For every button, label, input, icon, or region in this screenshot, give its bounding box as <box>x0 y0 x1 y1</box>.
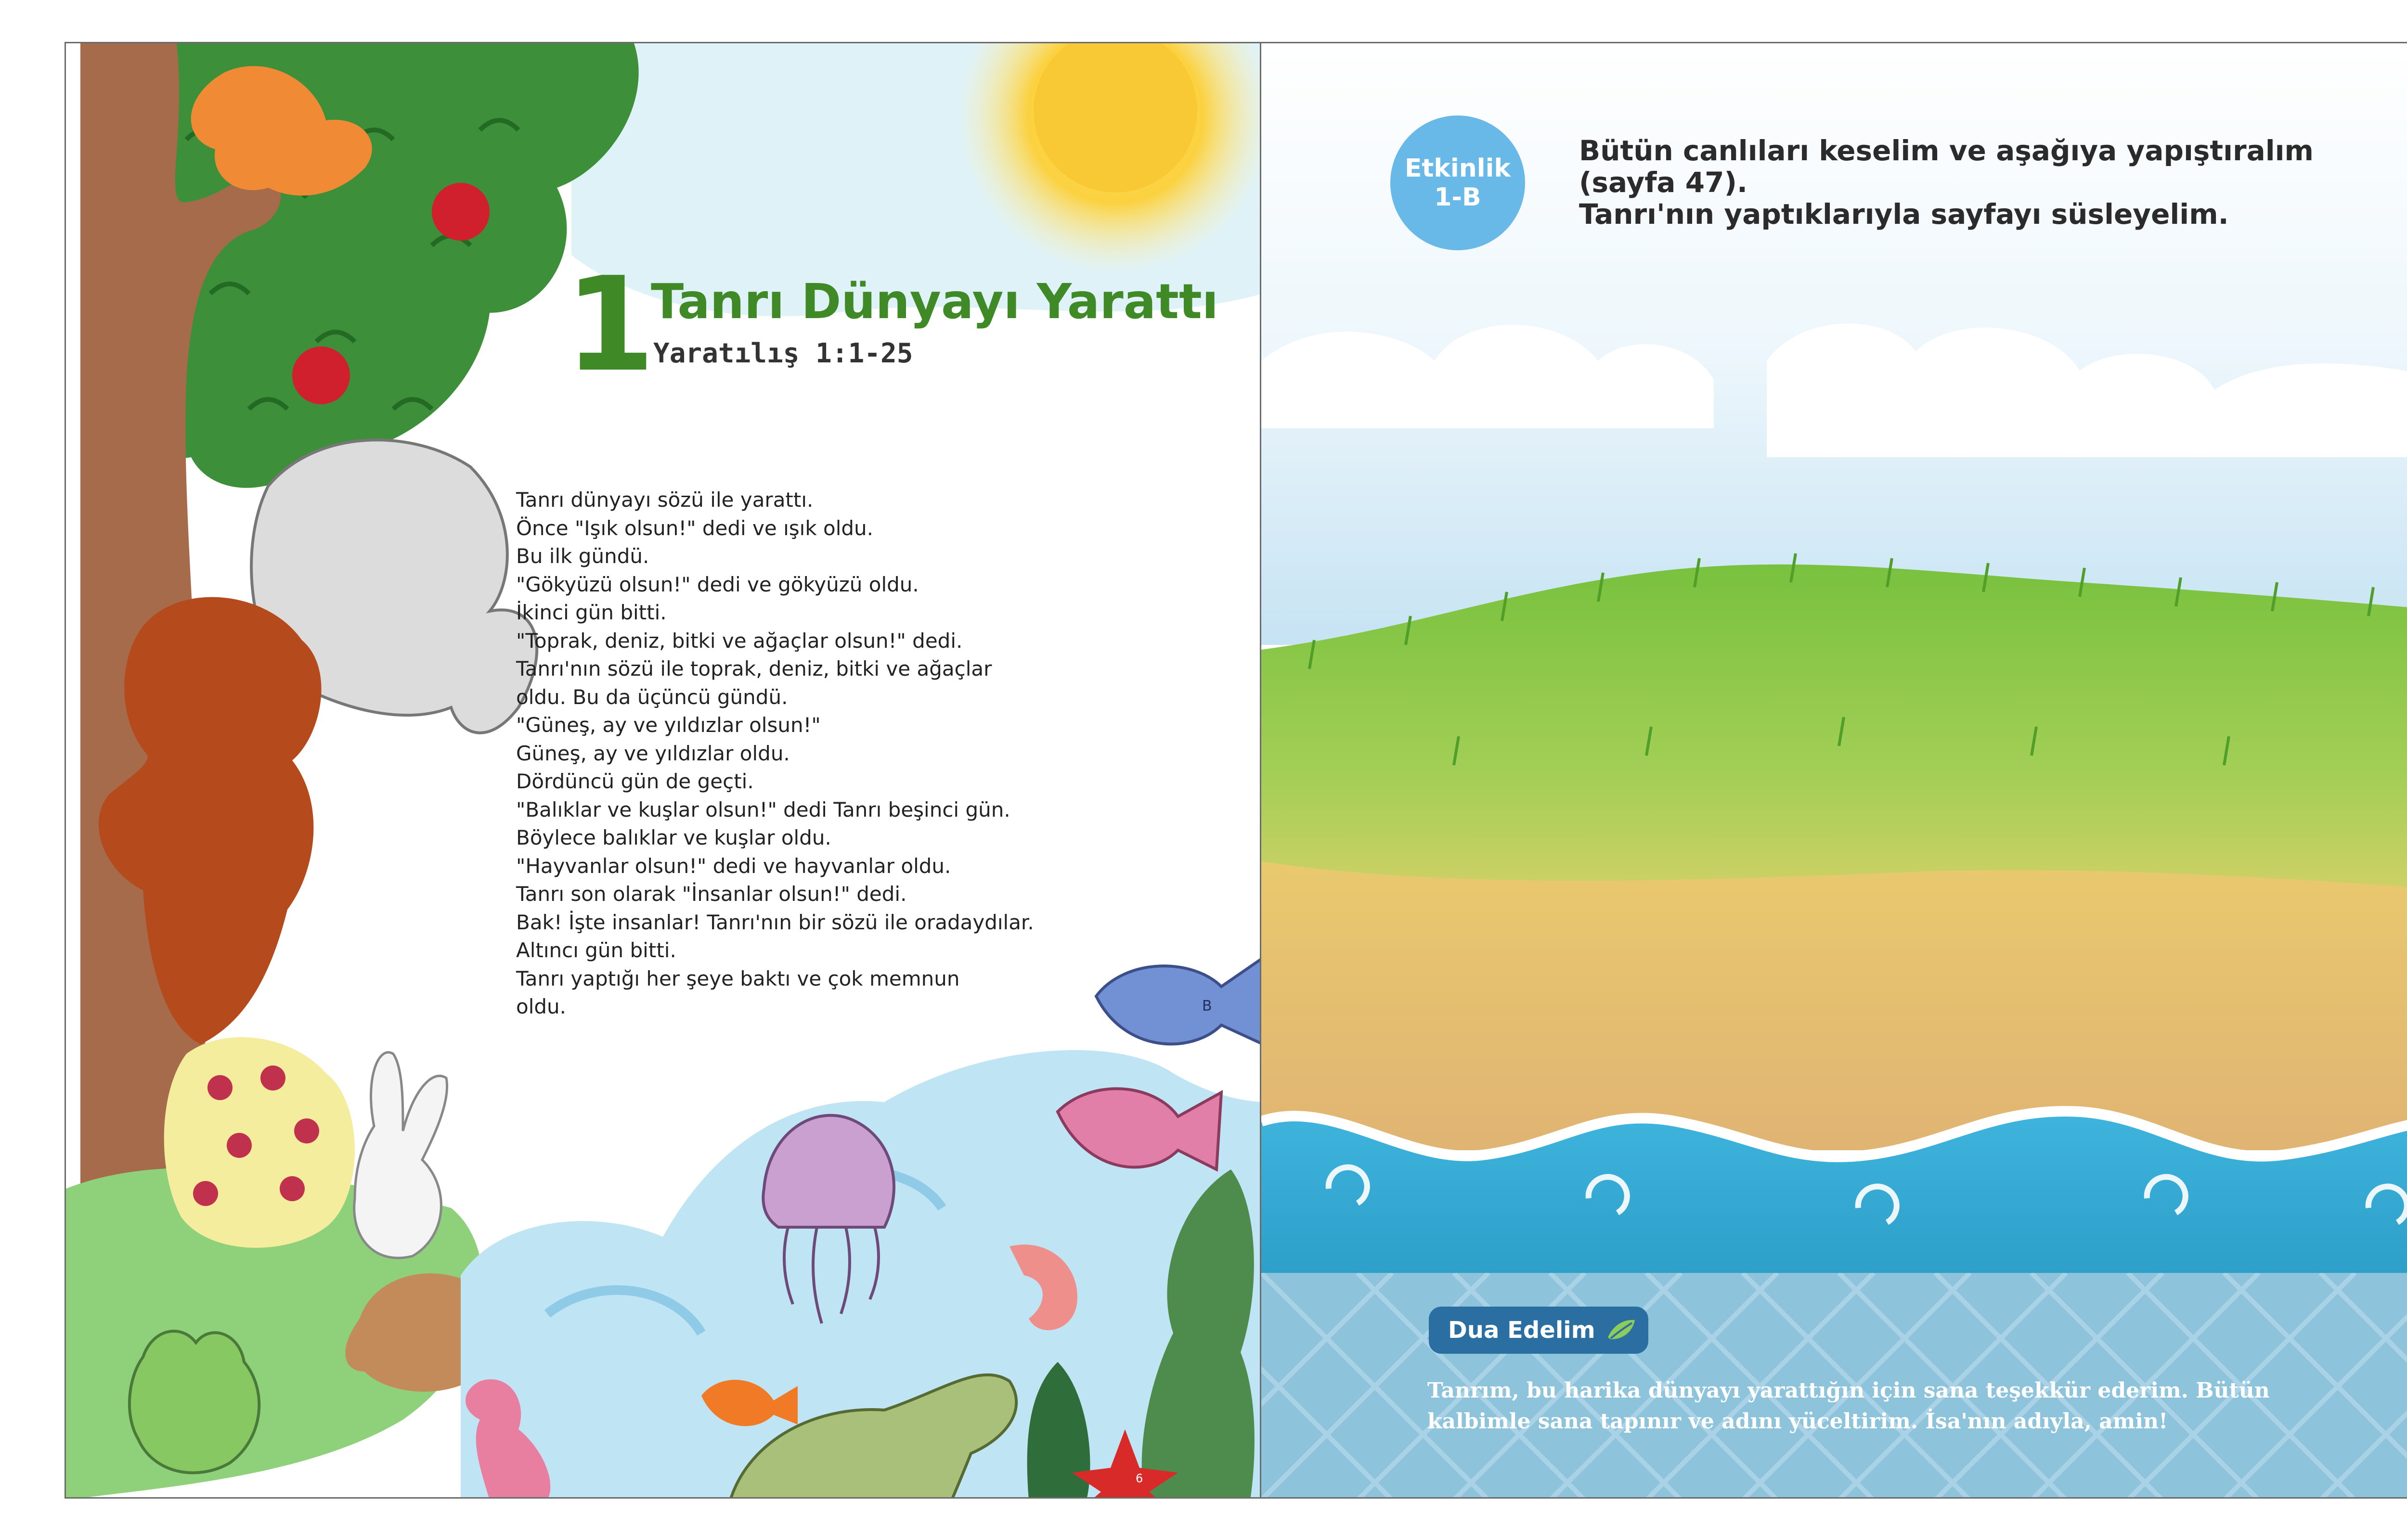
story-line: "Hayvanlar olsun!" dedi ve hayvanlar oldu. <box>516 854 951 878</box>
story-line: oldu. Bu da üçüncü gündü. <box>516 685 788 709</box>
story-line: İkinci gün bitti. <box>516 601 667 624</box>
instruction-line: (sayfa 47). <box>1579 166 1748 199</box>
story-line: "Toprak, deniz, bitki ve ağaçlar olsun!" dedi. <box>516 629 963 653</box>
scripture-reference: Yaratılış 1:1-25 <box>653 338 913 369</box>
apple-icon <box>292 346 350 404</box>
story-line: Tanrı son olarak "İnsanlar olsun!" dedi. <box>516 882 907 906</box>
story-line: Tanrı dünyayı sözü ile yarattı. <box>516 488 814 512</box>
leaf-icon <box>1604 1314 1638 1344</box>
story-line: "Güneş, ay ve yıldızlar olsun!" <box>516 713 821 737</box>
story-line: Altıncı gün bitti. <box>516 938 676 962</box>
story-line: Bak! İşte insanlar! Tanrı'nın bir sözü ile oradaydılar. <box>516 910 1034 934</box>
story-line: "Gökyüzü olsun!" dedi ve gökyüzü oldu. <box>516 572 919 596</box>
story-line: Böylece balıklar ve kuşlar oldu. <box>516 826 831 849</box>
activity-badge <box>1390 116 1525 250</box>
instruction-line: Bütün canlıları keselim ve aşağıya yapıştıralım <box>1579 134 2314 167</box>
prayer-line: kalbimle sana tapınır ve adını yüceltirim. İsa'nın adıyla, amin! <box>1427 1409 2168 1434</box>
rabbit-icon <box>354 1052 447 1258</box>
chapter-number: 1 <box>565 249 655 400</box>
instruction-line: Tanrı'nın yaptıklarıyla sayfayı süsleyelim. <box>1579 198 2229 231</box>
story-line: Dördüncü gün de geçti. <box>516 770 754 793</box>
story-line: Önce "Işık olsun!" dedi ve ışık oldu. <box>516 516 873 540</box>
apple-icon <box>432 183 490 241</box>
story-line: Tanrı'nın sözü ile toprak, deniz, bitki ve ağaçlar <box>516 657 992 680</box>
prayer-tab-label: Dua Edelim <box>1448 1317 1595 1344</box>
prayer-text <box>1427 1375 2352 1437</box>
starfish-label: 6 <box>1136 1472 1143 1485</box>
story-line: Tanrı yaptığı her şeye baktı ve çok memnun <box>516 966 960 990</box>
story-line: oldu. <box>516 995 566 1018</box>
story-line: Güneş, ay ve yıldızlar oldu. <box>516 741 790 765</box>
prayer-line: Tanrım, bu harika dünyayı yarattığın için sana teşekkür ederim. Bütün <box>1427 1378 2270 1403</box>
fish-label: B <box>1202 998 1212 1014</box>
story-text <box>516 486 1118 1021</box>
activity-badge-code: 1-B <box>1434 183 1481 212</box>
activity-instructions <box>1579 135 2397 230</box>
chapter-title: Tanrı Dünyayı Yarattı <box>651 273 1219 330</box>
story-line: Bu ilk gündü. <box>516 544 649 568</box>
prayer-tab <box>1429 1307 1648 1354</box>
left-page <box>65 42 1262 1499</box>
right-page <box>1260 42 2407 1499</box>
story-line: "Balıklar ve kuşlar olsun!" dedi Tanrı beşinci gün. <box>516 797 1010 821</box>
blue-fish-icon <box>1096 958 1262 1044</box>
flower-bush-icon <box>164 1037 355 1248</box>
grass-hill <box>1261 565 2407 919</box>
sand-beach <box>1261 861 2407 1150</box>
frog-icon <box>129 1331 259 1473</box>
activity-badge-title: Etkinlik <box>1404 154 1511 183</box>
